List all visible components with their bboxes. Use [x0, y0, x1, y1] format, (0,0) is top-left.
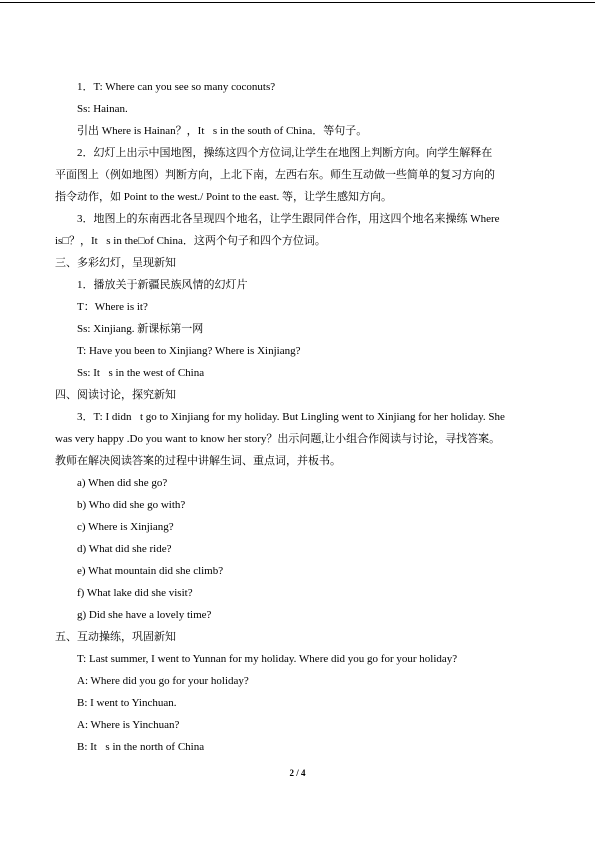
paragraph-line: is□？，It s in the□of China．这两个句子和四个方位词。 [55, 235, 326, 247]
paragraph-line: Ss: It s in the west of China． [77, 367, 213, 379]
question-item: e) What mountain did she climb? [77, 565, 224, 577]
paragraph-line: 教师在解决阅读答案的过程中讲解生词、重点词，并板书。 [55, 455, 341, 467]
page-number: 2 / 4 [289, 768, 306, 778]
paragraph-line: 引出 Where is Hainan？，It s in the south of China．等句子。 [77, 125, 368, 137]
paragraph-line: T: Last summer, I went to Yunnan for my holiday. Where did you go for your holiday? [77, 653, 458, 665]
paragraph-line: T: Have you been to Xinjiang? Where is Xinjiang? [77, 345, 301, 357]
paragraph-line: 平面图上（例如地图）判断方向，上北下南，左西右东。师生互动做一些简单的复习方向的 [55, 169, 495, 181]
paragraph-line: 1．T: Where can you see so many coconuts? [77, 81, 276, 93]
paragraph-line: Ss: Xinjiang. 新课标第一网 [77, 323, 204, 335]
paragraph-line: Ss: Hainan. [77, 103, 128, 115]
top-rule [0, 2, 595, 3]
paragraph-line: 1．播放关于新疆民族风情的幻灯片 [77, 279, 248, 291]
dialogue-line: B: I went to Yinchuan. [77, 697, 177, 709]
dialogue-line: B: It s in the north of China． [77, 741, 213, 753]
question-item: c) Where is Xinjiang? [77, 521, 174, 533]
question-item: g) Did she have a lovely time? [77, 609, 212, 621]
paragraph-line: 3．地图上的东南西北各呈现四个地名，让学生跟同伴合作，用这四个地名来操练 Where [77, 213, 500, 225]
paragraph-line: 指令动作，如 Point to the west./ Point to the east. 等，让学生感知方向。 [55, 191, 393, 203]
paragraph-line: 3．T: I didn t go to Xinjiang for my holiday. But Lingling went to Xinjiang for her holiday. She [77, 411, 505, 423]
question-item: a) When did she go? [77, 477, 168, 489]
paragraph-line: T：Where is it? [77, 301, 148, 313]
section-heading: 四、阅读讨论，探究新知 [55, 389, 176, 401]
paragraph-line: was very happy .Do you want to know her story？出示问题,让小组合作阅读与讨论，寻找答案。 [55, 433, 501, 445]
section-heading: 三、多彩幻灯，呈现新知 [55, 257, 176, 269]
question-item: f) What lake did she visit? [77, 587, 193, 599]
paragraph-line: 2．幻灯上出示中国地图，操练这四个方位词,让学生在地图上判断方向。向学生解释在 [77, 147, 493, 159]
question-item: b) Who did she go with? [77, 499, 186, 511]
section-heading: 五、互动操练，巩固新知 [55, 631, 176, 643]
question-item: d) What did she ride? [77, 543, 172, 555]
dialogue-line: A: Where is Yinchuan? [77, 719, 180, 731]
dialogue-line: A: Where did you go for your holiday? [77, 675, 249, 687]
